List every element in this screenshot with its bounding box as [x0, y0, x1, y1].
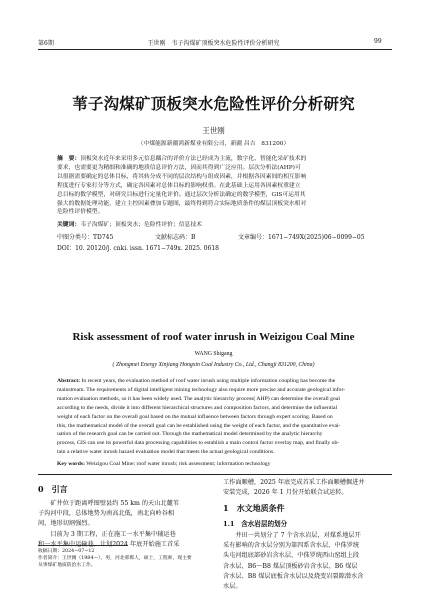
keywords-cn-text: 韦子沟煤矿；顶板突水；危险性评价；信息技术: [80, 222, 202, 228]
received-date: 收稿日期：2024−07−12: [38, 549, 95, 554]
author-bio-line: 从事煤矿地质防治水工作。: [38, 563, 96, 568]
abstract-cn: [57, 155, 370, 217]
section-0-number: 0: [38, 484, 44, 494]
article-number: 文章编号：1671−749X(2025)06−0099−05: [238, 234, 365, 241]
text-line: 含水层、B8 煤层底板含水层以及烧变岩裂隙潜水含: [223, 572, 364, 580]
document-code: 文献标志码：B: [155, 234, 196, 241]
doi: DOI：10. 20120/j. cnki. issn. 1671−749x. 2025. 0618: [57, 245, 219, 252]
affiliation-cn: （中煤能源新疆鸿新煤业有限公司，新疆 昌吉 831200）: [137, 141, 290, 147]
text-line: 水层。: [223, 583, 242, 591]
text-line: 头屯河组底部砂岩含水层、中侏罗统西山窑组上段: [223, 552, 360, 560]
footnote: [38, 548, 208, 569]
author-en: WANG Shigang: [194, 351, 233, 357]
text-line: 安装完成，2026 年 1 月份开始联合试运转。: [223, 489, 348, 497]
issue-number: 第6期: [38, 40, 54, 47]
section-1-title: 水文地质条件: [236, 503, 285, 513]
abstract-cn-line: 总目标的数学模型，对研究目标进行定量化评价。通过层次分析法确定的数学模型，GIS可运用其: [57, 191, 306, 198]
abstract-cn-line: 要求，也需要更为精细和准确的地质信息评价方法，因而其得到广泛应用。层次分析法(AHP)可: [57, 164, 301, 171]
footnote-rule: [38, 545, 128, 546]
abstract-cn-label: 摘 要：: [57, 156, 81, 162]
section-1-number: 1: [223, 503, 229, 513]
author-bio-line: 作者简介：王世刚（1984—），男，河北邢郸人，硕士，工程师，现主要: [38, 556, 192, 561]
section-0-heading: [38, 484, 68, 495]
abstract-en-label: Abstract:: [57, 378, 81, 384]
keywords-en-text: Weizigou Coal Mine; roof water inrush; risk assessment; information technology: [86, 461, 271, 467]
abstract-en-line: Abstract: In recent years, the evaluation method of roof water inrush using multiple information coupling has become the: [57, 378, 336, 384]
title-en: Risk assessment of roof water inrush in Weizigou Coal Mine: [72, 331, 355, 343]
subsection-1-1-number: 1.1: [223, 520, 235, 528]
abstract-en: [57, 377, 370, 457]
section-0-title: 引言: [51, 484, 68, 494]
subsection-1-1-title: 含水岩层的划分: [241, 520, 288, 528]
text-line: 含水层、B6～B8 煤层顶板砂岩含水层、B6 煤层: [223, 562, 358, 570]
section-rule: [38, 474, 392, 475]
page-number: 99: [374, 38, 382, 45]
keywords-en: [57, 460, 370, 469]
abstract-en-line: uation of the research goal can be carried out. Through the mathematical model determined by the analytic hierarchy: [57, 431, 323, 438]
author-cn: 王世刚: [202, 126, 225, 135]
abstract-en-line: mation evaluation methods, so it has been widely used. The analytic hierarchy process( AHP) can determine the overall goal: [57, 395, 340, 402]
abstract-cn-line: 程度进行专家打分等方式，确定各因素对总体目标的影响权重。在此基础上运用各因素权重建立: [57, 182, 301, 189]
abstract-cn-line: 危险性评价模型。: [57, 209, 104, 216]
text-line: 工作面顺槽，2025 年底完成首采工作面顺槽掘进并: [223, 479, 365, 486]
keywords-cn-label: 关键词：: [57, 222, 81, 228]
abstract-cn-line: 以很据需要确定的总体目标，将其转分成不同的层次结构与组成因素，并根据各因素间的相互影响: [57, 173, 307, 180]
abstract-en-line: process, GIS can use its powerful data processing capabilities to establish a main control factor overlay map, and finally ob-: [57, 440, 340, 447]
keywords-cn: [57, 221, 370, 230]
clc-number: 中图分类号：TD745: [57, 234, 114, 241]
text-line: 目前为 3 期工程，正在施工一水平集中辅运巷: [38, 530, 176, 538]
section-1-heading: [223, 503, 285, 514]
abstract-cn-line: 强大的数据处理功能，建立主控因素叠加专题图，最终得到符合实际地质条件的煤层顶板突水相对: [57, 200, 307, 207]
text-line: 井田一共划分了 7 个含水岩层，对煤系地层开: [223, 532, 361, 539]
running-title: 王世刚 韦子沟煤矿顶板突水危险性评价分析研究: [147, 40, 280, 47]
keywords-en-label: Key words:: [57, 461, 85, 467]
abstract-en-line: according to the needs, divide it into different hierarchical structures and composition factors, and determine the influential: [57, 404, 338, 411]
text-line: 间，地形切割强烈。: [38, 520, 94, 528]
abstract-en-line: this, the mathematical model of the overall goal can be established using the weight of each factor, and the quantitative eval-: [57, 422, 341, 429]
subsection-1-1-heading: [223, 518, 287, 528]
intro-text: [38, 499, 208, 550]
text-line: 矿井位于距离呼图壁县约 55 km 的天山北麓苇: [38, 500, 179, 507]
right-intro-text: [223, 478, 393, 498]
abstract-cn-line: 摘 要：顶板突水近年来采用多元信息耦合的评价方法已经成为主流，数字化、智能化采矿技术的: [57, 156, 307, 162]
abstract-en-line: tain a relative water inrush hazard evaluation model that meets the actual geological conditions.: [57, 449, 275, 456]
text-line: 和一水平集中运输巷，计划2024 年底开始施工首采: [38, 540, 180, 548]
affiliation-en: ( Zhongmei Energy Xinjiang Hongxin Coal Industry Co., Ltd., Changji 831200, China): [112, 362, 315, 368]
aquifer-text: [223, 531, 393, 592]
header-rule: [38, 49, 392, 50]
abstract-en-line: weight of each factor on the overall goal based on the mutual influence between factors through expert scoring. Based on: [57, 413, 333, 420]
text-line: 采有影响的含水层分别为第四系含水层、中侏罗统: [223, 542, 360, 550]
text-line: 子沟河中段，总体地势为南高北低，南北向岭谷相: [38, 510, 175, 518]
title-cn: 苇子沟煤矿顶板突水危险性评价分析研究: [72, 94, 355, 113]
abstract-en-line: mainstream. The requirements of digital intelligent mining technology also require more precise and accurate geological infor-: [57, 386, 346, 393]
